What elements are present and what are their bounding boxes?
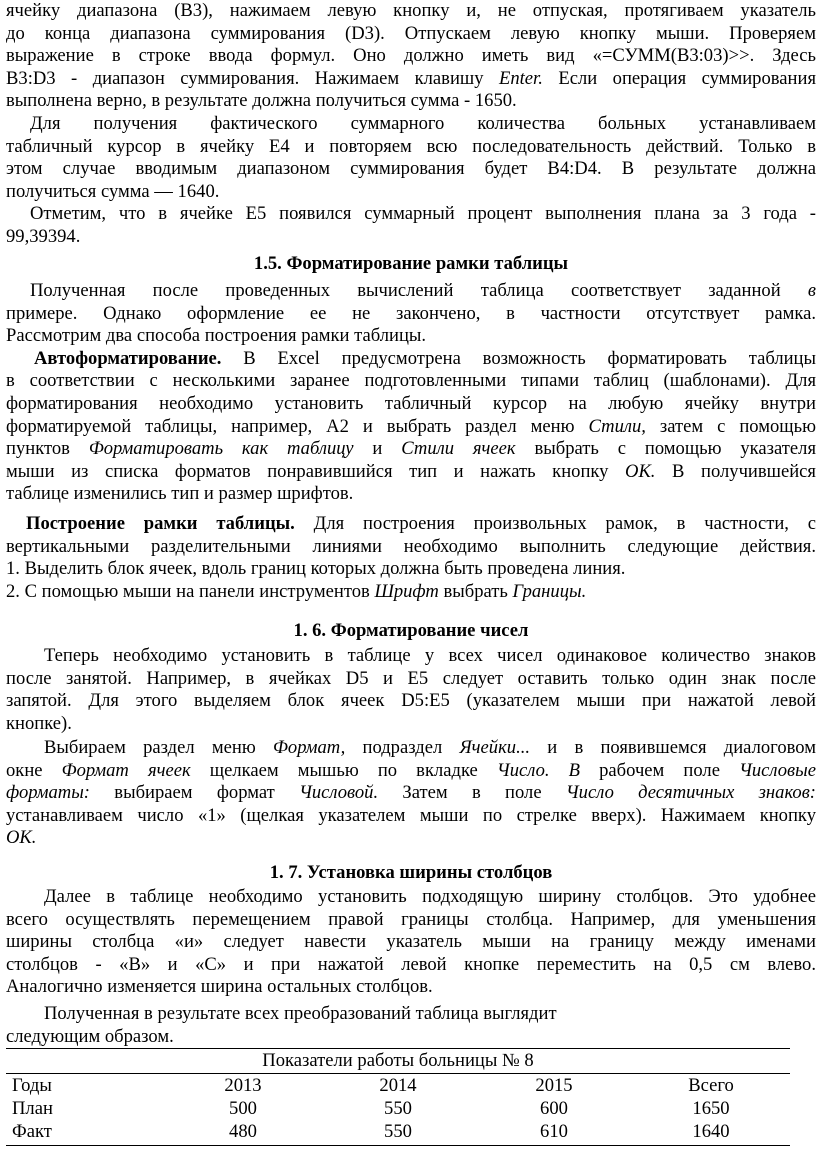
- text-line: Отметим, что в ячейке E5 появился суммарный процент выполнения плана за 3 года -: [30, 203, 816, 225]
- text-line: B3:D3 - диапазон суммирования. Нажимаем клавишу Enter. Если операция суммирования: [6, 67, 816, 89]
- table-cell: Факт: [12, 1121, 52, 1142]
- text-line: после занятой. Например, в ячейках D5 и E5 следует оставить только один знак после: [6, 667, 816, 689]
- text-line: окне Формат ячеек щелкаем мышью по вкладке Число. В рабочем поле Числовые: [6, 759, 816, 781]
- text-line: мыши из списка форматов понравившийся тип и нажать кнопку ОК. В получившейся: [6, 460, 816, 482]
- text-line: таблице изменились тип и размер шрифтов.: [6, 483, 354, 505]
- text-line: кнопке).: [6, 712, 72, 734]
- table-cell: 480: [229, 1121, 257, 1142]
- text-line: Теперь необходимо установить в таблице у всех чисел одинаковое количество знаков: [44, 645, 816, 666]
- text-line: запятой. Для этого выделяем блок ячеек D5:E5 (указателем мыши при нажатой левой: [6, 690, 816, 712]
- table-cell: 550: [384, 1098, 412, 1119]
- text-line: следующим образом.: [6, 1025, 174, 1047]
- text-line: Полученная в результате всех преобразований таблица выглядит: [44, 1003, 557, 1024]
- text-line: Для получения фактического суммарного количества больных устанавливаем: [30, 113, 816, 134]
- text-line: примере. Однако оформление ее не закончено, в частности отсутствует рамка.: [6, 302, 816, 324]
- table-cell: 500: [229, 1098, 257, 1119]
- text-line: этом случае вводимым диапазоном суммирования будет B4:D4. В результате должна: [6, 158, 816, 180]
- text-line: Полученная после проведенных вычислений таблица соответствует заданной в: [30, 280, 816, 301]
- text-line: выполнена верно, в результате должна получиться сумма - 1650.: [6, 90, 517, 112]
- table-cell: 1640: [692, 1121, 730, 1142]
- table-cell: Всего: [688, 1075, 734, 1096]
- text-line: Рассмотрим два способа построения рамки таблицы.: [6, 325, 427, 347]
- table-cell: 610: [540, 1121, 568, 1142]
- text-line: до конца диапазона суммирования (D3). Отпускаем левую кнопку мыши. Проверяем: [6, 22, 816, 44]
- table-top-rule: [6, 1048, 790, 1049]
- table-title-rule: [6, 1073, 790, 1074]
- text-line: Автоформатирование. В Excel предусмотрена возможность форматировать таблицы: [34, 347, 816, 369]
- text-line: форматируемой таблицы, например, A2 и выбрать раздел меню Стили, затем с помощью: [6, 415, 816, 437]
- text-line: Аналогично изменяется ширина остальных столбцов.: [6, 976, 433, 998]
- section-heading: 1.5. Форматирование рамки таблицы: [253, 253, 569, 274]
- text-line: Далее в таблице необходимо установить подходящую ширину столбцов. Это удобнее: [44, 886, 816, 907]
- text-line: устанавливаем число «1» (щелкая указателем мыши по стрелке вверх). Нажимаем кнопку: [6, 804, 816, 826]
- text-line: форматирования необходимо установить табличный курсор на любую ячейку внутри: [6, 393, 816, 414]
- list-item: 1. Выделить блок ячеек, вдоль границ которых должна быть проведена линия.: [6, 558, 626, 580]
- table-cell: 600: [540, 1098, 568, 1119]
- list-item: 2. С помощью мыши на панели инструментов Шрифт выбрать Границы.: [6, 580, 587, 602]
- table-cell: 550: [384, 1121, 412, 1142]
- table-cell: 2013: [224, 1075, 262, 1096]
- table-title: Показатели работы больницы № 8: [262, 1050, 534, 1071]
- section-heading: 1. 7. Установка ширины столбцов: [269, 862, 553, 883]
- section-heading: 1. 6. Форматирование чисел: [293, 620, 529, 641]
- text-line: получиться сумма — 1640.: [6, 180, 220, 202]
- text-line: Построение рамки таблицы. Для построения произвольных рамок, в частности, с: [26, 513, 816, 534]
- text-line: табличный курсор в ячейку E4 и повторяем всю последовательность действий. Только в: [6, 135, 816, 157]
- table-cell: 2015: [535, 1075, 573, 1096]
- text-line: вертикальными разделительными линиями необходимо выполнить следующие действия.: [6, 535, 816, 557]
- text-line: 99,39394.: [6, 226, 81, 247]
- table-cell: 2014: [379, 1075, 417, 1096]
- table-cell: План: [12, 1098, 53, 1119]
- text-line: форматы: выбираем формат Числовой. Затем в поле Число десятичных знаков:: [6, 782, 816, 804]
- text-line: пунктов Форматировать как таблицу и Стили ячеек выбрать с помощью указателя: [6, 438, 816, 460]
- text-line: ОК.: [6, 827, 37, 849]
- text-line: ширины столбца «и» следует навести указатель мыши на границу между именами: [6, 931, 816, 953]
- text-line: Выбираем раздел меню Формат, подраздел Ячейки... и в появившемся диалоговом: [44, 737, 816, 758]
- text-line: столбцов - «B» и «C» и при нажатой левой кнопке переместить на 0,5 см влево.: [6, 953, 816, 975]
- table-cell: 1650: [692, 1098, 730, 1119]
- text-line: выражение в строке ввода формул. Оно должно иметь вид «=СУММ(B3:03)>>. Здесь: [6, 45, 816, 67]
- text-line: ячейку диапазона (B3), нажимаем левую кнопку и, не отпуская, протягиваем указатель: [6, 0, 816, 21]
- text-line: всего осуществлять перемещением правой границы столбца. Например, для уменьшения: [6, 908, 816, 930]
- text-line: в соответствии с несколькими заранее подготовленными типами таблиц (шаблонами). Для: [6, 370, 816, 392]
- table-bottom-rule: [6, 1145, 790, 1146]
- table-cell: Годы: [12, 1075, 52, 1096]
